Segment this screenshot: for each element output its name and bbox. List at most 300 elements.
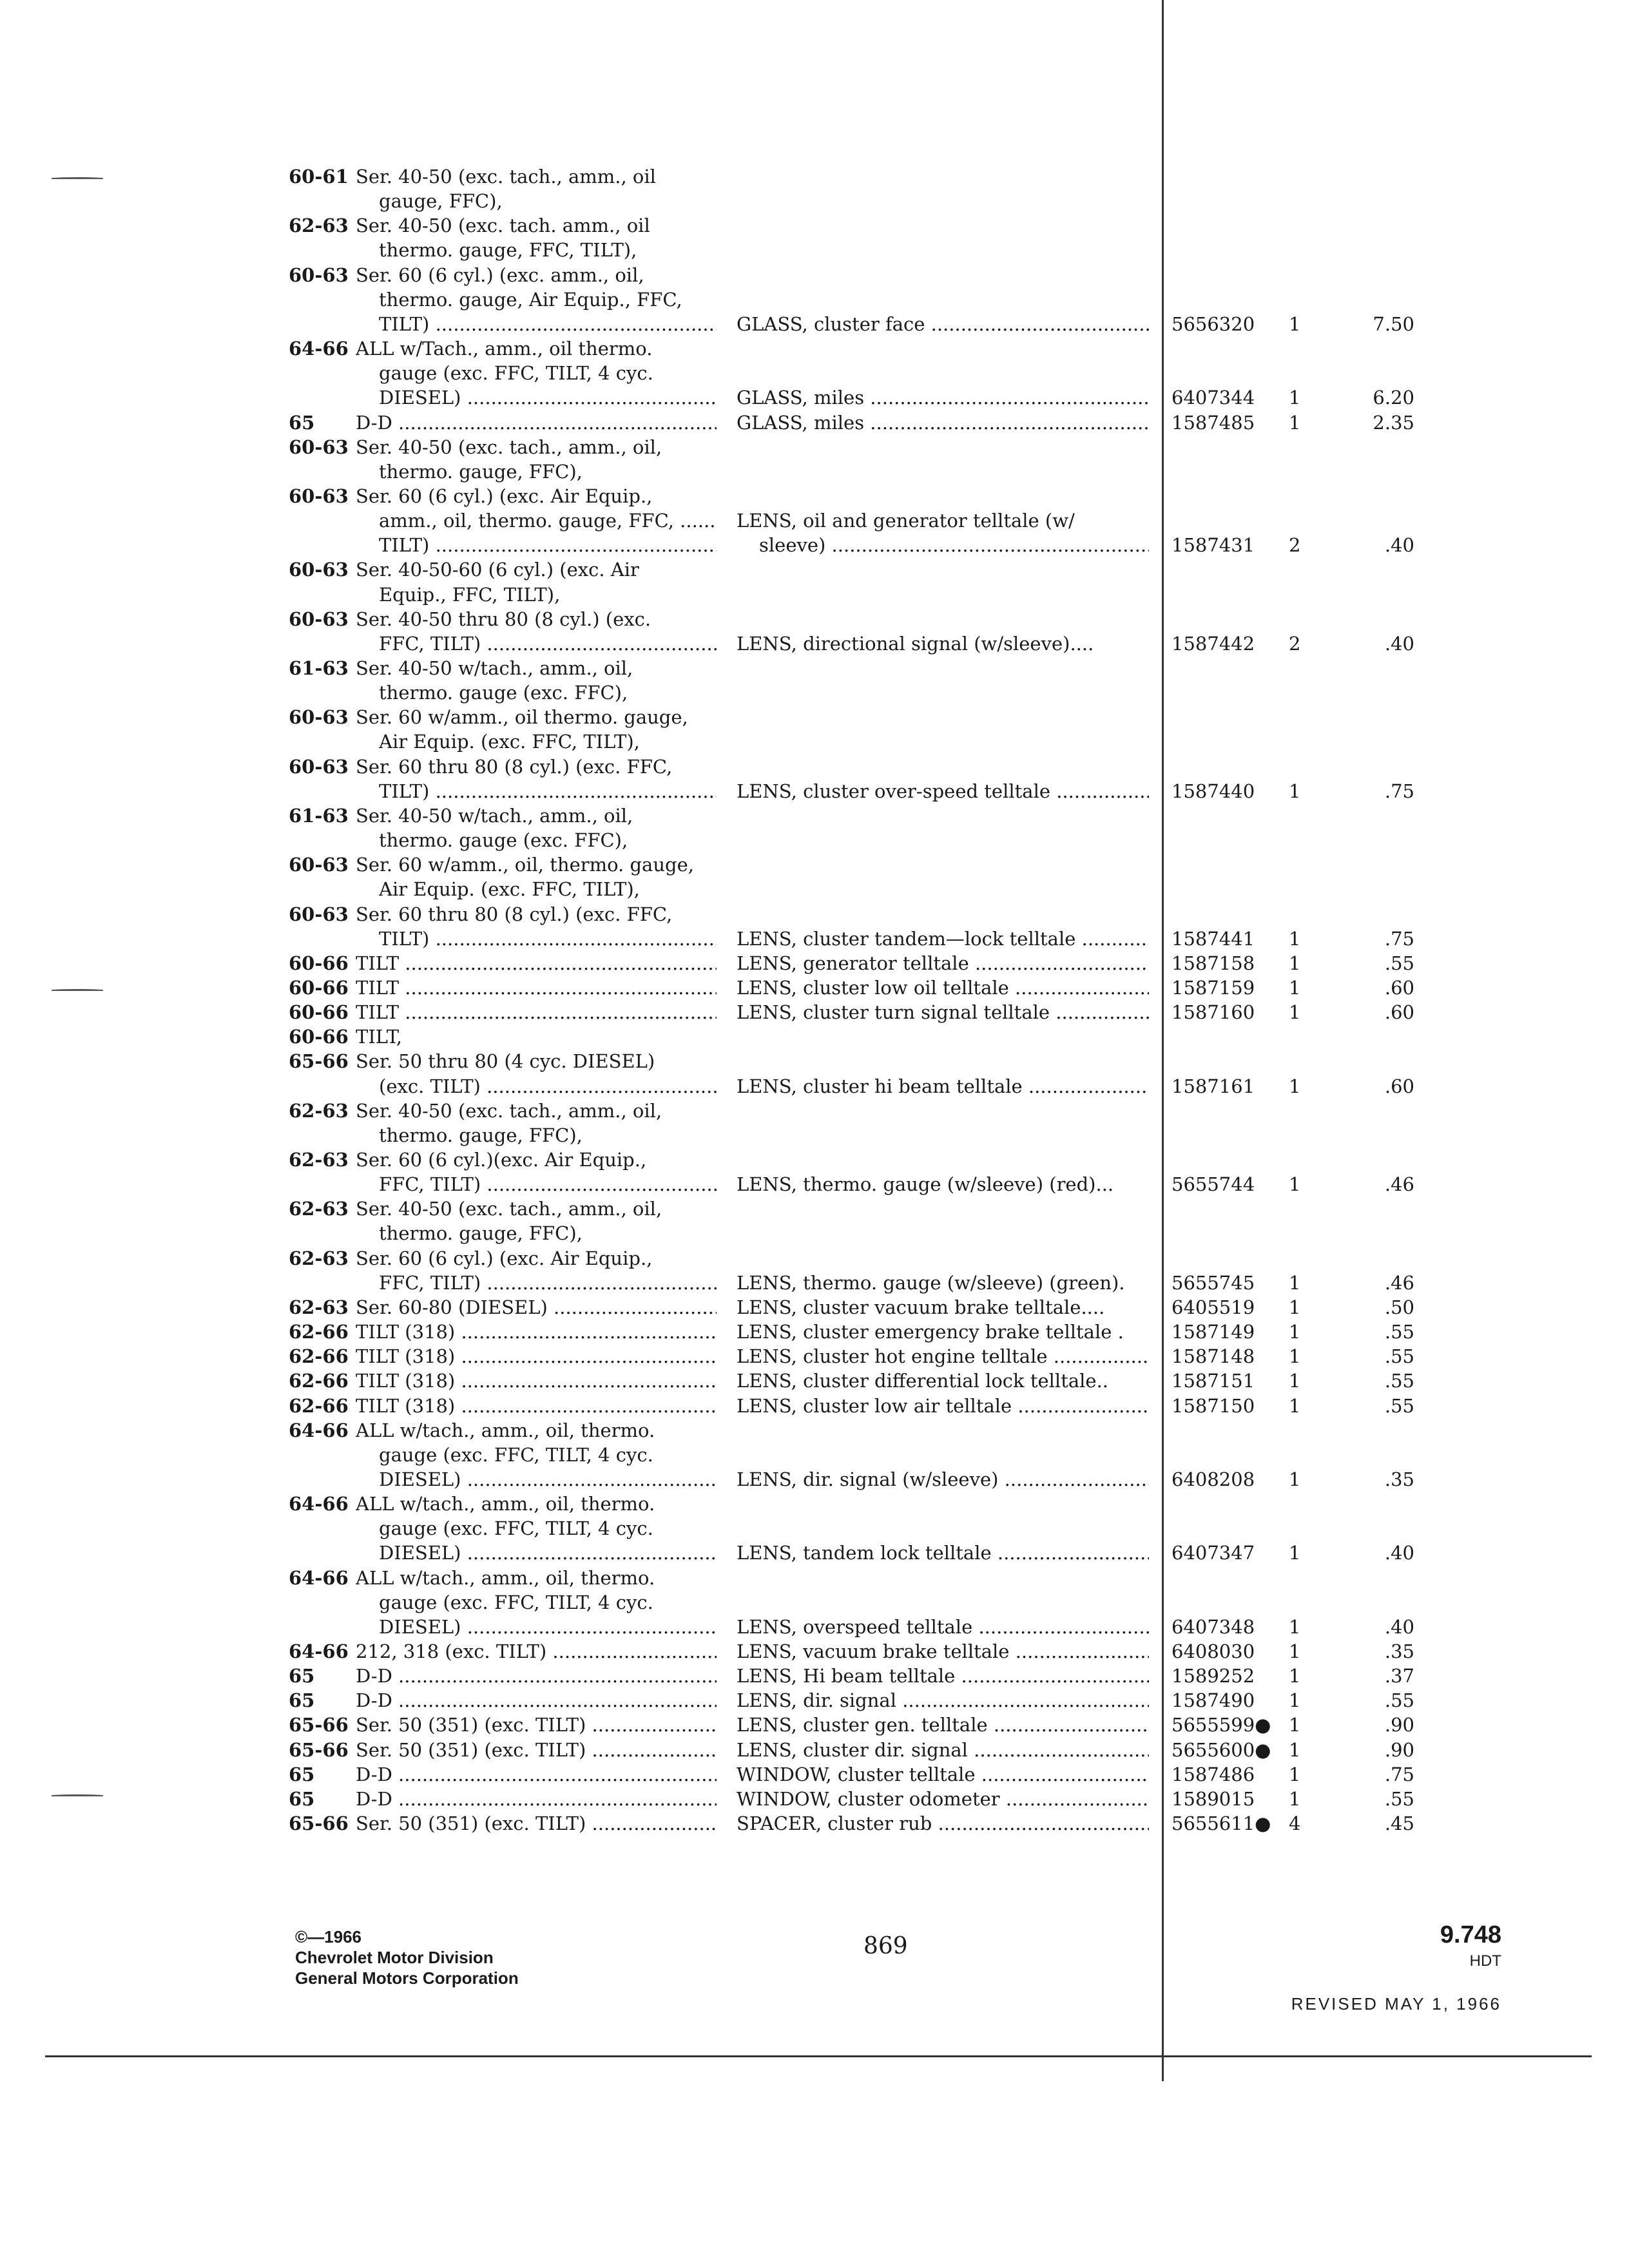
model-years: 65 [289,1665,315,1687]
quantity: 1 [1289,1763,1301,1785]
table-row [0,287,1629,312]
model-years: 62-63 [289,1099,349,1122]
application: TILT ..... [356,975,717,1000]
application: Ser. 60 (6 cyl.) (exc. amm., oil, [356,264,644,286]
model-years: 65 [289,1689,315,1712]
part-description: WINDOW, cluster odometer ..... [737,1787,1149,1811]
model-years: 60-66 [289,952,349,974]
application: thermo. gauge, FFC), [379,460,583,483]
application: Ser. 40-50 thru 80 (8 cyl.) (exc. [356,608,651,630]
table-row [0,557,1629,582]
copyright: ©—1966 [295,1927,361,1946]
model-years: 65 [289,411,315,434]
quantity: 2 [1289,534,1301,557]
application: Ser. 60 (6 cyl.) (exc. Air Equip., [356,1247,653,1269]
application: Ser. 50 thru 80 (4 cyc. DIESEL) [356,1050,655,1073]
table-row [0,975,1629,1000]
table-row [0,1418,1629,1443]
page-number: 869 [863,1933,908,1959]
list-price: 2.35 [1373,411,1414,434]
part-description: sleeve) ..... [759,533,1149,557]
model-years: 60-63 [289,903,349,925]
quantity: 1 [1289,411,1301,434]
quantity: 1 [1289,1640,1301,1662]
part-number: 6407347 [1171,1542,1255,1564]
application: 212, 318 (exc. TILT) ..... [356,1639,717,1664]
table-row [0,484,1629,508]
quantity: 1 [1289,1345,1301,1368]
application: TILT (318) ..... [356,1369,717,1393]
application: Ser. 40-50 w/tach., amm., oil, [356,657,633,679]
application: DIESEL) ..... [379,1615,717,1639]
table-row [0,1738,1629,1762]
application: Ser. 40-50 (exc. tach., amm., oil, [356,1198,662,1220]
quantity: 1 [1289,780,1301,802]
list-price: .60 [1384,1075,1414,1097]
table-row [0,1467,1629,1492]
table-row [0,213,1629,238]
table-row [0,385,1629,410]
list-price: .37 [1384,1665,1414,1687]
application: Ser. 40-50 (exc. tach., amm., oil [356,166,656,187]
table-row [0,927,1629,951]
table-row [0,656,1629,680]
part-number: 5655611● [1171,1812,1271,1835]
list-price: .40 [1384,534,1414,557]
table-row [0,754,1629,779]
part-number: 1587149 [1171,1321,1255,1343]
part-description: LENS, cluster gen. telltale ..... [737,1713,1149,1737]
table-row [0,459,1629,484]
application: ALL w/tach., amm., oil, thermo. [356,1566,655,1589]
table-row [0,951,1629,975]
application: TILT ..... [356,951,717,975]
application: thermo. gauge, FFC, TILT), [379,239,637,262]
part-number: 5656320 [1171,312,1255,335]
model-years: 60-66 [289,1001,349,1024]
quantity: 1 [1289,1615,1301,1638]
table-row [0,1762,1629,1787]
list-price: .75 [1384,780,1414,802]
model-years: 64-66 [289,338,349,360]
application: TILT) ..... [379,312,717,336]
table-row [0,1148,1629,1172]
table-row [0,1024,1629,1049]
application: (exc. TILT) ..... [379,1074,717,1099]
model-years: 61-63 [289,657,349,679]
application: D-D ..... [356,1762,717,1787]
part-number: 1587440 [1171,780,1255,802]
application: Ser. 60 thru 80 (8 cyl.) (exc. FFC, [356,903,673,925]
part-number: 6408208 [1171,1468,1255,1490]
application: TILT ..... [356,1000,717,1024]
table-row [0,1320,1629,1344]
model-years: 64-66 [289,1640,349,1662]
part-number: 6407348 [1171,1615,1255,1638]
application: Ser. 60 w/amm., oil thermo. gauge, [356,706,688,729]
division-name: Chevrolet Motor Division [295,1948,494,1967]
list-price: .75 [1384,927,1414,950]
table-row [0,729,1629,754]
quantity: 1 [1289,1468,1301,1490]
application: FFC, TILT) ..... [379,631,717,656]
part-number: 6407344 [1171,387,1255,409]
table-row [0,803,1629,828]
part-number: 1587161 [1171,1075,1255,1097]
part-description: LENS, oil and generator telltale (w/ [737,510,1075,532]
list-price: .60 [1384,1001,1414,1024]
application: TILT) ..... [379,533,717,557]
quantity: 1 [1289,1271,1301,1294]
application: ALL w/Tach., amm., oil thermo. [356,338,653,360]
quantity: 1 [1289,1689,1301,1712]
application: thermo. gauge (exc. FFC), [379,682,628,704]
application: TILT (318) ..... [356,1394,717,1418]
application: ALL w/tach., amm., oil, thermo. [356,1419,655,1441]
quantity: 1 [1289,1173,1301,1196]
part-number: 1587442 [1171,632,1255,655]
revision-date: REVISED MAY 1, 1966 [1291,1994,1501,2013]
quantity: 1 [1289,312,1301,335]
bottom-rule [45,2055,1592,2057]
application: thermo. gauge, FFC), [379,1124,583,1146]
part-description: LENS, cluster vacuum brake telltale.... [737,1296,1105,1318]
part-number: 1587431 [1171,534,1255,557]
part-description: LENS, cluster hot engine telltale ..... [737,1344,1149,1369]
table-row [0,189,1629,213]
application: gauge (exc. FFC, TILT, 4 cyc. [379,1517,653,1540]
application: Ser. 50 (351) (exc. TILT) ..... [356,1738,717,1762]
application: Ser. 60 (6 cyl.) (exc. Air Equip., [356,485,653,507]
part-number: 1587160 [1171,1001,1255,1024]
quantity: 1 [1289,1714,1301,1736]
part-number: 6405519 [1171,1296,1255,1318]
part-description: LENS, generator telltale ..... [737,951,1149,975]
list-price: .60 [1384,976,1414,999]
list-price: .55 [1384,1370,1414,1392]
model-years: 60-61 [289,166,349,187]
part-number: 1587441 [1171,927,1255,950]
table-row [0,1713,1629,1737]
application: gauge (exc. FFC, TILT, 4 cyc. [379,1591,653,1613]
application: Ser. 50 (351) (exc. TILT) ..... [356,1713,717,1737]
application: Ser. 40-50 (exc. tach., amm., oil, [356,1099,662,1122]
part-description: LENS, Hi beam telltale ..... [737,1664,1149,1688]
application: Equip., FFC, TILT), [379,583,561,606]
part-description: LENS, cluster tandem—lock telltale ..... [737,927,1149,951]
model-years: 60-66 [289,976,349,999]
table-row [0,1074,1629,1099]
application: Air Equip. (exc. FFC, TILT), [379,731,640,753]
part-number: 5655745 [1171,1271,1255,1294]
model-years: 62-66 [289,1370,349,1392]
part-description: LENS, dir. signal (w/sleeve) ..... [737,1467,1149,1492]
table-row [0,1221,1629,1245]
list-price: .35 [1384,1640,1414,1662]
list-price: .55 [1384,952,1414,974]
table-row [0,1688,1629,1713]
part-description: LENS, dir. signal ..... [737,1688,1149,1713]
model-years: 60-63 [289,706,349,729]
model-years: 65 [289,1787,315,1810]
part-number: 5655599● [1171,1714,1271,1736]
quantity: 1 [1289,976,1301,999]
table-row [0,1344,1629,1369]
application: D-D ..... [356,1688,717,1713]
quantity: 1 [1289,1370,1301,1392]
part-description: GLASS, cluster face ..... [737,312,1149,336]
list-price: .40 [1384,1542,1414,1564]
application: Ser. 50 (351) (exc. TILT) ..... [356,1811,717,1836]
table-row [0,312,1629,336]
table-row [0,902,1629,927]
part-description: LENS, cluster low air telltale ..... [737,1394,1149,1418]
application: TILT (318) ..... [356,1344,717,1369]
application: Ser. 40-50 w/tach., amm., oil, [356,804,633,827]
list-price: .55 [1384,1689,1414,1712]
table-row [0,828,1629,852]
quantity: 2 [1289,632,1301,655]
table-row [0,705,1629,729]
quantity: 1 [1289,1075,1301,1097]
application: gauge, FFC), [379,190,503,213]
part-number: 1587486 [1171,1763,1255,1785]
table-row [0,1295,1629,1320]
table-row [0,1196,1629,1221]
application: Ser. 60-80 (DIESEL) ..... [356,1295,717,1320]
table-row [0,1615,1629,1639]
application: DIESEL) ..... [379,1541,717,1565]
part-number: 5655744 [1171,1173,1255,1196]
model-years: 60-63 [289,436,349,458]
section-code: HDT [1469,1952,1501,1970]
part-description: LENS, thermo. gauge (w/sleeve) (red)... [737,1173,1114,1196]
publisher-block [295,1927,519,1988]
application: TILT) ..... [379,779,717,803]
model-years: 61-63 [289,804,349,827]
table-row [0,1566,1629,1590]
table-row [0,1516,1629,1541]
application: DIESEL) ..... [379,385,717,410]
list-price: .35 [1384,1468,1414,1490]
part-number: 1587158 [1171,952,1255,974]
application: Ser. 60 (6 cyl.)(exc. Air Equip., [356,1149,647,1171]
list-price: 6.20 [1373,387,1414,409]
application: thermo. gauge (exc. FFC), [379,829,628,852]
model-years: 64-66 [289,1419,349,1441]
table-row [0,533,1629,557]
model-years: 60-63 [289,608,349,630]
table-row [0,1443,1629,1467]
table-row [0,336,1629,361]
application: thermo. gauge, Air Equip., FFC, [379,288,682,311]
model-years: 62-63 [289,1247,349,1269]
list-price: .90 [1384,1738,1414,1761]
part-number: 1589252 [1171,1665,1255,1687]
application: FFC, TILT) ..... [379,1271,717,1295]
application: FFC, TILT) ..... [379,1172,717,1196]
part-description: LENS, cluster low oil telltale ..... [737,975,1149,1000]
section-number: 9.748 [1440,1921,1501,1948]
application: D-D ..... [356,1664,717,1688]
part-number: 1587151 [1171,1370,1255,1392]
application: D-D ..... [356,410,717,435]
application: Ser. 40-50 (exc. tach. amm., oil [356,215,650,237]
part-description: LENS, cluster turn signal telltale ..... [737,1000,1149,1024]
application: ALL w/tach., amm., oil, thermo. [356,1493,655,1515]
part-description: GLASS, miles ..... [737,410,1149,435]
list-price: .75 [1384,1763,1414,1785]
table-row [0,582,1629,607]
quantity: 1 [1289,1321,1301,1343]
list-price: .50 [1384,1296,1414,1318]
model-years: 60-66 [289,1026,349,1048]
model-years: 60-63 [289,485,349,507]
model-years: 62-63 [289,1149,349,1171]
model-years: 60-63 [289,854,349,876]
list-price: .55 [1384,1787,1414,1810]
application: TILT) ..... [379,927,717,951]
list-price: .45 [1384,1812,1414,1835]
part-description: SPACER, cluster rub ..... [737,1811,1149,1836]
table-row [0,1049,1629,1073]
part-description: LENS, cluster emergency brake telltale . [737,1321,1124,1343]
part-number: 1587148 [1171,1345,1255,1368]
table-row [0,852,1629,877]
quantity: 4 [1289,1812,1301,1835]
table-row [0,1172,1629,1196]
model-years: 65-66 [289,1714,349,1736]
part-description: LENS, directional signal (w/sleeve).... [737,632,1094,655]
part-description: LENS, cluster hi beam telltale ..... [737,1074,1149,1099]
list-price: .46 [1384,1271,1414,1294]
model-years: 65-66 [289,1050,349,1073]
part-description: GLASS, miles ..... [737,385,1149,410]
model-years: 62-66 [289,1321,349,1343]
part-description: LENS, cluster dir. signal ..... [737,1738,1149,1762]
table-row [0,631,1629,656]
application: Air Equip. (exc. FFC, TILT), [379,878,640,901]
model-years: 62-63 [289,1198,349,1220]
table-row [0,877,1629,901]
application: thermo. gauge, FFC), [379,1222,583,1245]
table-row [0,1246,1629,1271]
model-years: 65-66 [289,1738,349,1761]
quantity: 1 [1289,387,1301,409]
quantity: 1 [1289,1296,1301,1318]
application: gauge (exc. FFC, TILT, 4 cyc. [379,362,653,385]
list-price: .40 [1384,1615,1414,1638]
part-number: 1587485 [1171,411,1255,434]
quantity: 1 [1289,927,1301,950]
application: TILT (318) ..... [356,1320,717,1344]
quantity: 1 [1289,1665,1301,1687]
table-row [0,1639,1629,1664]
application: Ser. 60 thru 80 (8 cyl.) (exc. FFC, [356,755,673,778]
table-row [0,1590,1629,1615]
table-row [0,435,1629,459]
table-row [0,1541,1629,1565]
table-row [0,1394,1629,1418]
model-years: 64-66 [289,1566,349,1589]
part-number: 1589015 [1171,1787,1255,1810]
table-row [0,779,1629,803]
model-years: 60-63 [289,264,349,286]
part-number: 6408030 [1171,1640,1255,1662]
quantity: 1 [1289,1542,1301,1564]
list-price: .40 [1384,632,1414,655]
table-row [0,263,1629,287]
quantity: 1 [1289,1787,1301,1810]
part-description: LENS, cluster over-speed telltale ..... [737,779,1149,803]
corporation-name: General Motors Corporation [295,1968,519,1988]
list-price: .55 [1384,1394,1414,1417]
table-row [0,1099,1629,1123]
part-description: LENS, cluster differential lock telltale.. [737,1370,1109,1392]
model-years: 65 [289,1763,315,1785]
list-price: 7.50 [1373,312,1414,335]
list-price: .55 [1384,1321,1414,1343]
part-number: 1587159 [1171,976,1255,999]
table-row [0,1369,1629,1393]
table-row [0,1492,1629,1516]
application: D-D ..... [356,1787,717,1811]
table-row [0,680,1629,705]
table-row [0,1811,1629,1836]
application: TILT, [356,1026,402,1048]
table-row [0,361,1629,385]
model-years: 62-63 [289,215,349,237]
table-row [0,1123,1629,1148]
list-price: .90 [1384,1714,1414,1736]
table-row [0,607,1629,631]
table-row [0,1664,1629,1688]
application: Ser. 60 w/amm., oil, thermo. gauge, [356,854,694,876]
model-years: 65-66 [289,1812,349,1835]
part-description: WINDOW, cluster telltale ..... [737,1762,1149,1787]
application: Ser. 40-50-60 (6 cyl.) (exc. Air [356,559,639,581]
application: gauge (exc. FFC, TILT, 4 cyc. [379,1443,653,1466]
application: DIESEL) ..... [379,1467,717,1492]
model-years: 60-63 [289,755,349,778]
model-years: 62-66 [289,1345,349,1368]
part-description: LENS, thermo. gauge (w/sleeve) (green). [737,1271,1125,1294]
application: Ser. 40-50 (exc. tach., amm., oil, [356,436,662,458]
model-years: 60-63 [289,559,349,581]
table-row [0,1271,1629,1295]
part-description: LENS, overspeed telltale ..... [737,1615,1149,1639]
table-row [0,164,1629,189]
part-description: LENS, tandem lock telltale ..... [737,1541,1149,1565]
table-row [0,1787,1629,1811]
quantity: 1 [1289,1001,1301,1024]
list-price: .55 [1384,1345,1414,1368]
model-years: 64-66 [289,1493,349,1515]
table-row [0,410,1629,435]
quantity: 1 [1289,1738,1301,1761]
application: amm., oil, thermo. gauge, FFC, ..... [379,508,717,533]
table-row [0,508,1629,533]
quantity: 1 [1289,1394,1301,1417]
quantity: 1 [1289,952,1301,974]
part-description: LENS, vacuum brake telltale ..... [737,1639,1149,1664]
table-row [0,1000,1629,1024]
model-years: 62-66 [289,1394,349,1417]
model-years: 62-63 [289,1296,349,1318]
part-number: 5655600● [1171,1738,1271,1761]
table-row [0,238,1629,262]
part-number: 1587150 [1171,1394,1255,1417]
